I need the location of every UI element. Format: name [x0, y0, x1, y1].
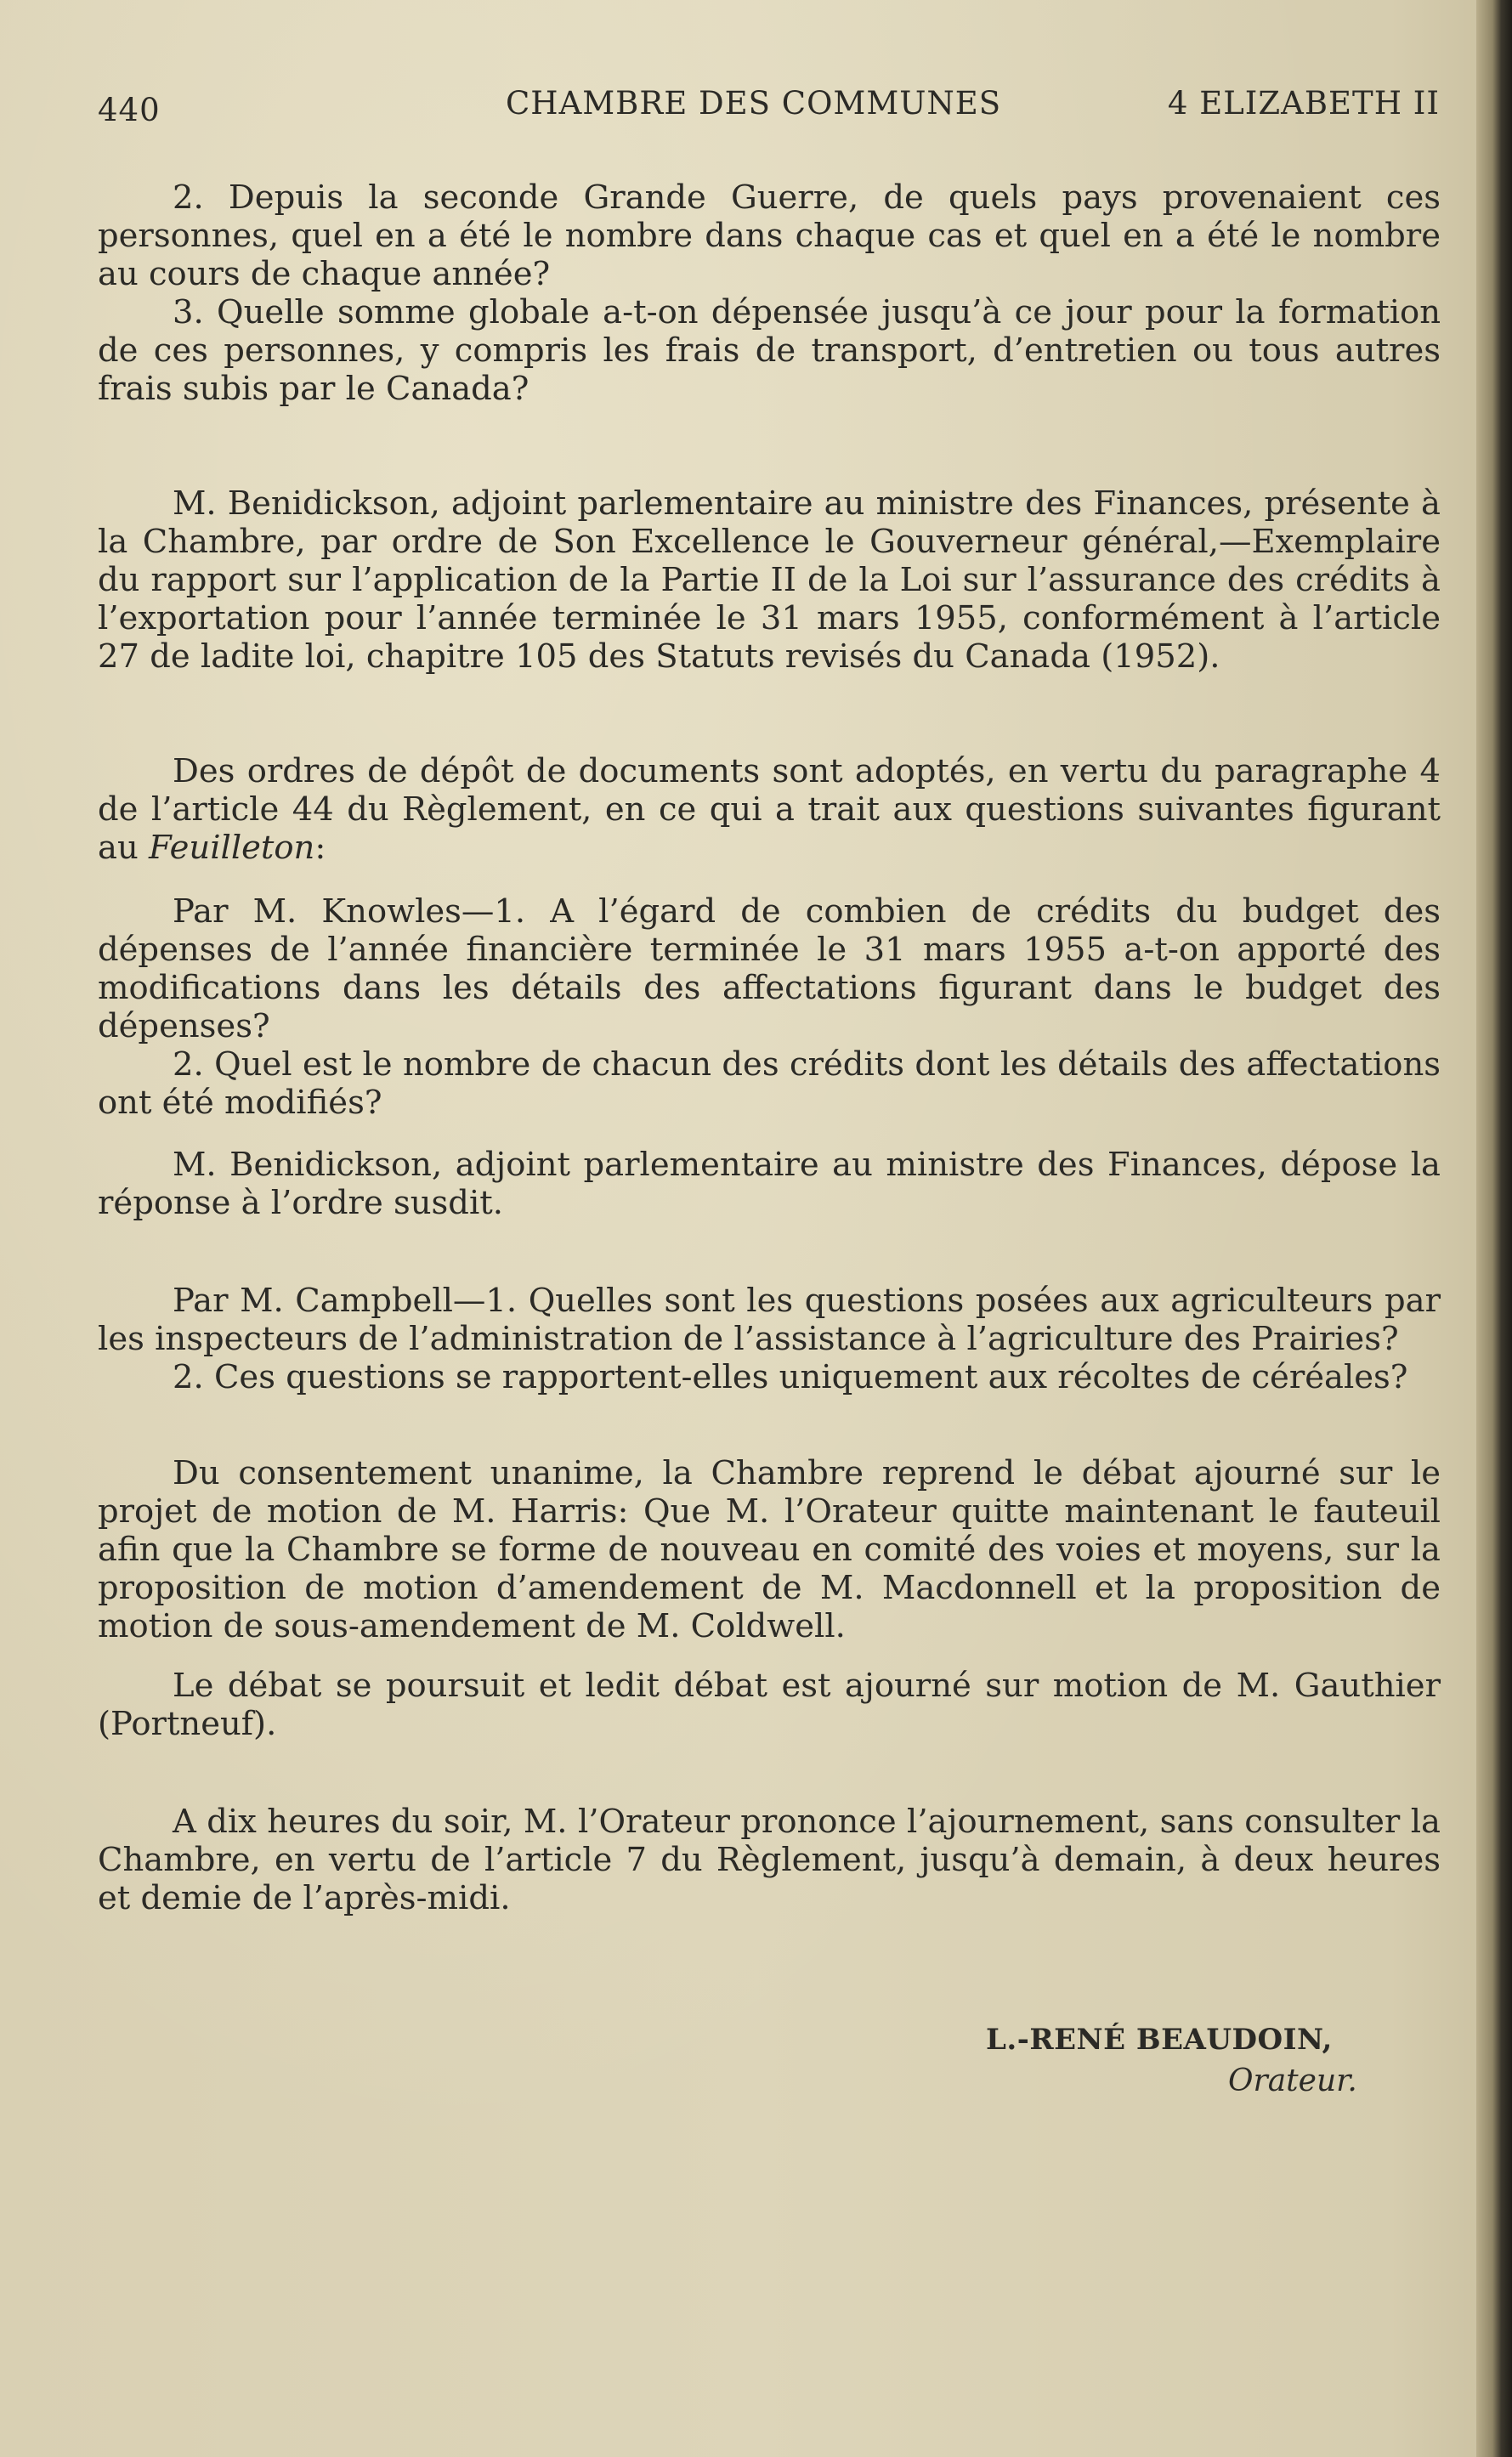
question-2: 2. Depuis la seconde Grande Guerre, de quels pays provenaient ces personnes, quel en a été le nombre dans chaque cas et quel en a été le nombre au cours de chaque année? [98, 178, 1441, 293]
document-body [98, 178, 1441, 1917]
benidickson-answer: M. Benidickson, adjoint parlementaire au ministre des Finances, dépose la réponse à l’ordre susdit. [98, 1146, 1441, 1222]
page-number: 440 [98, 92, 161, 128]
campbell-question-1: Par M. Campbell—1. Quelles sont les questions posées aux agriculteurs par les inspecteurs de l’administration de l’assistance à l’agriculture des Prairies? [98, 1282, 1441, 1358]
journal-title: CHAMBRE DES COMMUNES [506, 85, 1002, 122]
regnal-year: 4 ELIZABETH II [1167, 85, 1440, 122]
signature-block [986, 2023, 1368, 2098]
question-3: 3. Quelle somme globale a-t-on dépensée jusqu’à ce jour pour la formation de ces personnes, y compris les frais de transport, d’entretien ou tous autres frais subis par le Canada? [98, 293, 1441, 408]
speaker-name: L.-RENÉ BEAUDOIN, [986, 2023, 1333, 2057]
knowles-question-1: Par M. Knowles—1. A l’égard de combien de crédits du budget des dépenses de l’année financière terminée le 31 mars 1955 a-t-on apporté des modifications dans les détails des affectations figurant dans le budget des dépenses? [98, 892, 1441, 1045]
orders-intro [98, 752, 1441, 867]
debate-resumed: Du consentement unanime, la Chambre reprend le débat ajourné sur le projet de motion de M. Harris: Que M. l’Orateur quitte maintenant le fauteuil afin que la Chambre se forme de nouveau en comité des voies et moyens, sur la proposition de motion d’amendement de M. Macdonnell et la proposition de motion de sous-amendement de M. Coldwell. [98, 1454, 1441, 1645]
debate-adjourned: Le débat se poursuit et ledit débat est ajourné sur motion de M. Gauthier (Portneuf). [98, 1667, 1441, 1743]
knowles-question-2: 2. Quel est le nombre de chacun des crédits dont les détails des affectations ont été modifiés? [98, 1045, 1441, 1122]
benidickson-report: M. Benidickson, adjoint parlementaire au ministre des Finances, présente à la Chambre, par ordre de Son Excellence le Gouverneur général,—Exemplaire du rapport sur l’application de la Partie II de la Loi sur l’assurance des crédits à l’exportation pour l’année terminée le 31 mars 1955, conformément à l’article 27 de ladite loi, chapitre 105 des Statuts revisés du Canada (1952). [98, 484, 1441, 676]
orders-intro-end: : [314, 829, 326, 867]
adjournment: A dix heures du soir, M. l’Orateur prononce l’ajournement, sans consulter la Chambre, en vertu de l’article 7 du Règlement, jusqu’à demain, à deux heures et demie de l’après-midi. [98, 1803, 1441, 1917]
orders-intro-text: Des ordres de dépôt de documents sont adoptés, en vertu du paragraphe 4 de l’article 44 du Règlement, en ce qui a trait aux questions suivantes figurant au [98, 752, 1441, 867]
speaker-role: Orateur. [1228, 2064, 1357, 2098]
running-header [98, 85, 1440, 136]
campbell-question-2: 2. Ces questions se rapportent-elles uniquement aux récoltes de céréales? [173, 1358, 1408, 1396]
page-edge-shadow [1476, 0, 1512, 2457]
feuilleton-italic: Feuilleton [149, 829, 315, 867]
